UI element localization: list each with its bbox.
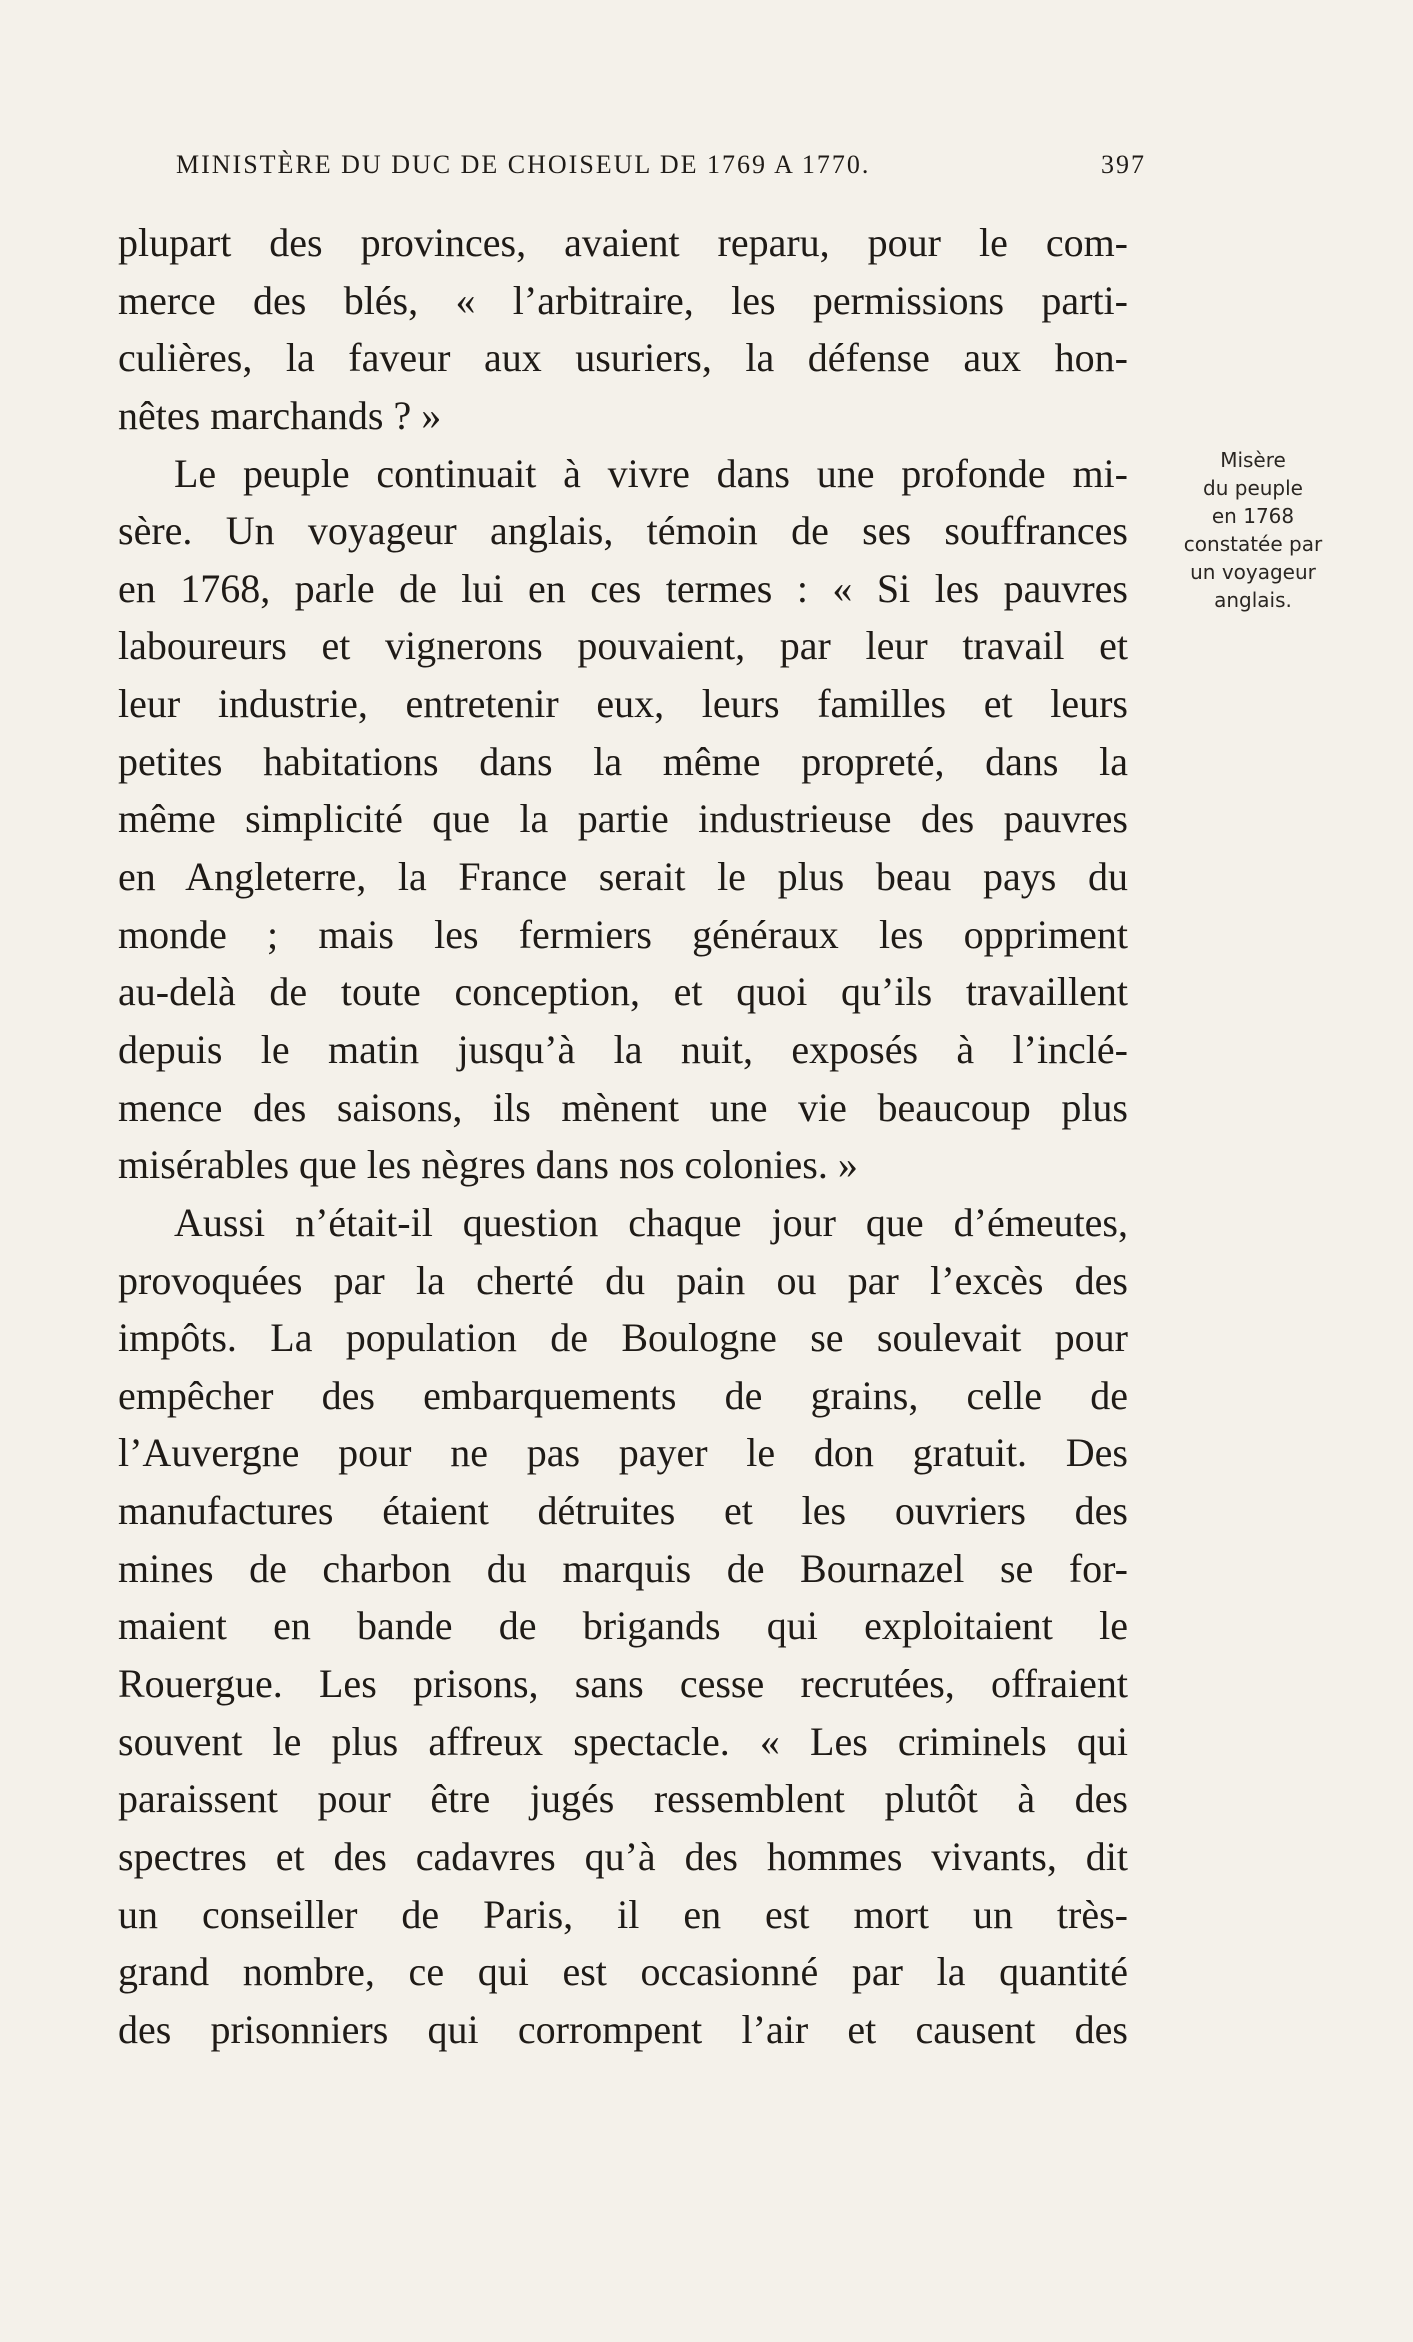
text-line: au-delà de toute conception, et quoi qu’ils travaillent (118, 969, 1128, 1015)
text-line: merce des blés, « l’arbitraire, les permissions parti- (118, 277, 1128, 323)
text-line: misérables que les nègres dans nos colonies. » (118, 1142, 858, 1188)
text-line: impôts. La population de Boulogne se soulevait pour (118, 1315, 1128, 1361)
margin-note-line: en 1768 (1211, 504, 1295, 528)
text-line: nêtes marchands ? » (118, 392, 442, 438)
text-line: monde ; mais les fermiers généraux les oppriment (118, 911, 1128, 957)
margin-note-line: un voyageur (1190, 560, 1316, 584)
text-line: sère. Un voyageur anglais, témoin de ses souffrances (118, 508, 1128, 554)
text-line: grand nombre, ce qui est occasionné par la quantité (118, 1949, 1128, 1995)
text-line: manufactures étaient détruites et les ouvriers des (118, 1488, 1128, 1534)
text-line: plupart des provinces, avaient reparu, pour le com- (118, 220, 1128, 265)
text-line: petites habitations dans la même propreté, dans la (118, 738, 1128, 784)
text-line: provoquées par la cherté du pain ou par l’excès des (118, 1257, 1128, 1303)
text-line: culières, la faveur aux usuriers, la défense aux hon- (118, 335, 1128, 381)
body-text (118, 214, 1128, 2059)
text-line: Le peuple continuait à vivre dans une profonde mi- (174, 450, 1128, 496)
text-line: spectres et des cadavres qu’à des hommes vivants, dit (118, 1833, 1128, 1879)
text-line: leur industrie, entretenir eux, leurs familles et leurs (118, 681, 1128, 727)
text-line: maient en bande de brigands qui exploitaient le (118, 1603, 1128, 1649)
text-line: souvent le plus affreux spectacle. « Les criminels qui (118, 1718, 1128, 1764)
text-line: un conseiller de Paris, il en est mort un très- (118, 1891, 1128, 1937)
text-line: en Angleterre, la France serait le plus beau pays du (118, 854, 1128, 900)
text-line: l’Auvergne pour ne pas payer le don gratuit. Des (118, 1430, 1128, 1476)
text-line: mines de charbon du marquis de Bournazel se for- (118, 1545, 1128, 1591)
page-number: 397 (1101, 150, 1146, 179)
text-line: en 1768, parle de lui en ces termes : « Si les pauvres (118, 565, 1128, 611)
text-line: empêcher des embarquements de grains, celle de (118, 1372, 1128, 1418)
text-line: paraissent pour être jugés ressemblent plutôt à des (118, 1776, 1128, 1822)
margin-note-line: du peuple (1203, 476, 1303, 500)
text-line: Rouergue. Les prisons, sans cesse recrutées, offraient (118, 1661, 1128, 1707)
running-header (176, 150, 1146, 194)
text-line: laboureurs et vignerons pouvaient, par leur travail et (118, 623, 1128, 669)
margin-note (1158, 446, 1348, 614)
text-line: Aussi n’était-il question chaque jour que d’émeutes, (174, 1199, 1128, 1245)
text-line: depuis le matin jusqu’à la nuit, exposés à l’inclé- (118, 1026, 1128, 1072)
margin-note-line: anglais. (1214, 588, 1292, 612)
text-line: même simplicité que la partie industrieuse des pauvres (118, 796, 1128, 842)
text-line: des prisonniers qui corrompent l’air et causent des (118, 2006, 1128, 2052)
margin-note-line: Misère (1220, 448, 1286, 472)
text-line: mence des saisons, ils mènent une vie beaucoup plus (118, 1084, 1128, 1130)
margin-note-line: constatée par (1183, 532, 1323, 556)
running-header-title: MINISTÈRE DU DUC DE CHOISEUL DE 1769 A 1770. (176, 150, 871, 179)
